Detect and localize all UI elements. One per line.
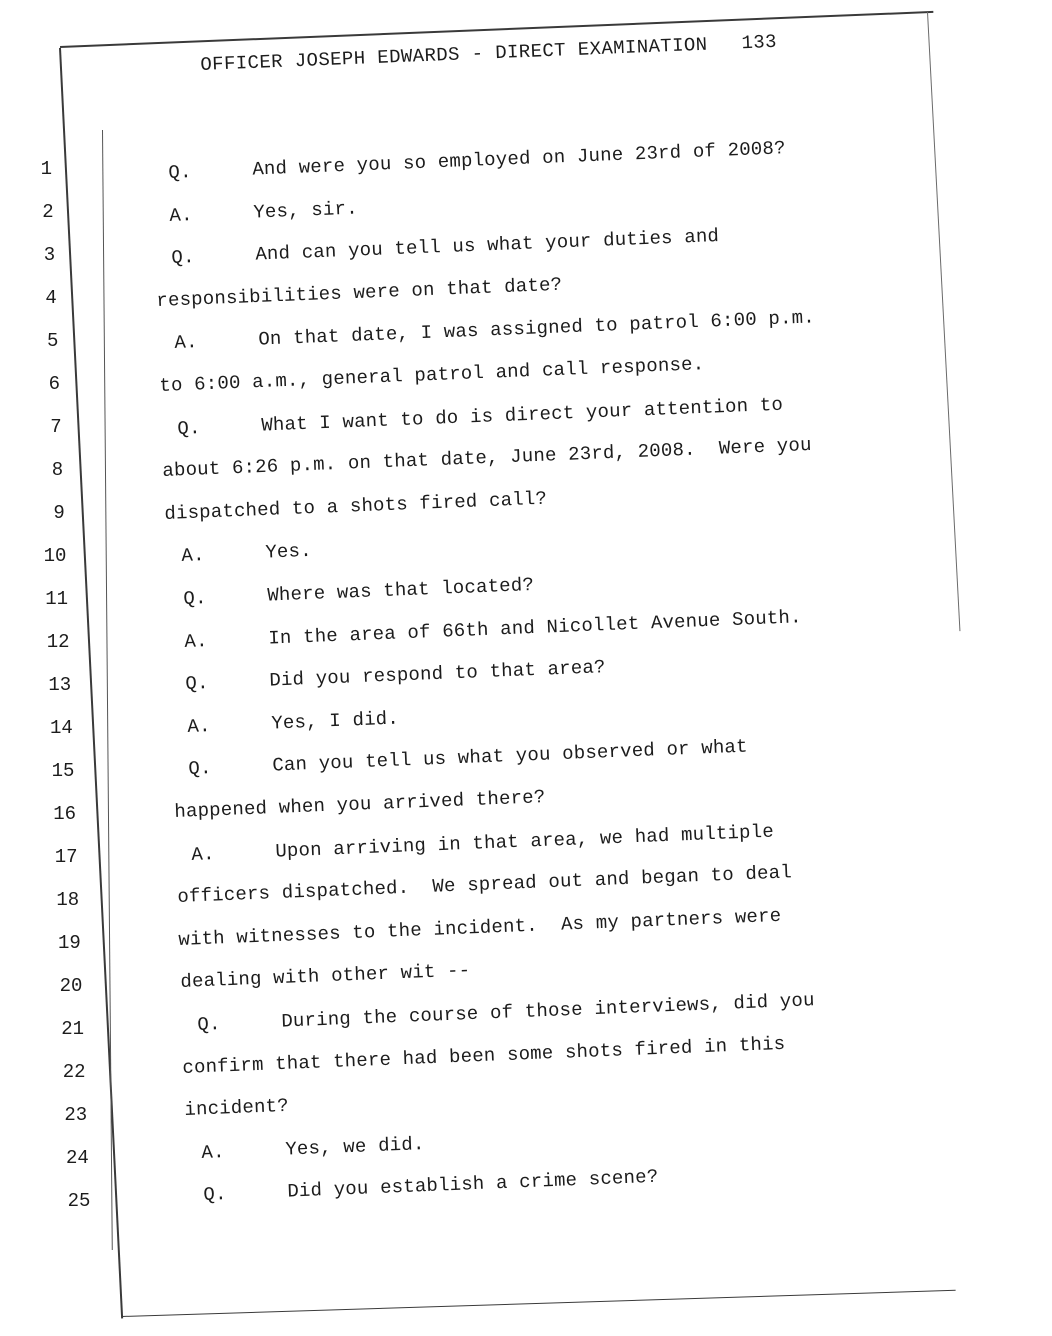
line-text: dealing with other wit -- (179, 959, 471, 994)
line-text: Yes, sir. (253, 197, 359, 224)
line-text: officers dispatched. We spread out and began to deal (176, 861, 792, 909)
line-number: 21 (61, 1018, 84, 1040)
speaker-label: Q. (168, 161, 193, 184)
line-text: Upon arriving in that area, we had multiple (275, 820, 775, 863)
line-number: 19 (57, 932, 81, 954)
transcript-line (197, 989, 815, 1036)
speaker-label: Q. (197, 1013, 222, 1036)
speaker-label: Q. (170, 246, 195, 270)
transcript-line (183, 574, 534, 610)
line-number: 12 (46, 631, 70, 653)
transcript-line (169, 197, 358, 227)
transcript-line (184, 606, 802, 653)
line-number: 14 (49, 717, 73, 739)
line-number: 10 (43, 545, 67, 567)
line-number: 20 (59, 975, 83, 997)
transcript-line (188, 736, 748, 780)
transcript-line (164, 487, 547, 524)
line-text: Where was that located? (266, 573, 534, 607)
speaker-label: Q. (182, 587, 207, 610)
line-number: 1 (40, 158, 52, 180)
line-text: Can you tell us what you observed or what (272, 735, 749, 778)
speaker-label: A. (201, 1140, 226, 1164)
page-border-right (927, 12, 960, 631)
line-number: 8 (51, 459, 64, 481)
speaker-label: A. (173, 331, 198, 355)
transcript-line (168, 137, 786, 184)
speaker-label: Q. (176, 416, 201, 440)
line-text: Did you establish a crime scene? (286, 1166, 659, 1204)
line-text: confirm that there had been some shots fired in this (182, 1032, 787, 1079)
transcript-line (178, 905, 782, 951)
line-number: 17 (54, 846, 78, 868)
transcript-line (191, 820, 774, 865)
transcript-line (171, 225, 720, 269)
page-border-bottom (122, 1290, 956, 1317)
page-number: 133 (741, 30, 778, 55)
transcript-line (177, 393, 783, 439)
line-number: 7 (50, 416, 62, 438)
line-number: 25 (67, 1190, 91, 1212)
line-number: 13 (48, 674, 72, 696)
line-text: And were you so employed on June 23rd of 2008? (251, 137, 787, 181)
speaker-label: Q. (188, 757, 213, 781)
transcript-line (182, 1032, 786, 1078)
line-text: On that date, I was assigned to patrol 6:00 p.m. (257, 306, 816, 352)
line-number: 23 (64, 1104, 88, 1126)
transcript-line (156, 274, 563, 312)
line-text: Did you respond to that area? (269, 656, 607, 692)
line-text: Yes. (264, 540, 313, 565)
transcript-line (184, 1095, 289, 1121)
transcript-line (181, 540, 312, 567)
line-number: 22 (62, 1061, 86, 1083)
speaker-label: A. (186, 714, 211, 738)
transcript-line (185, 656, 606, 695)
speaker-label: Q. (202, 1183, 227, 1207)
line-text: Yes, I did. (270, 707, 400, 735)
line-number: 5 (46, 330, 59, 352)
line-number: 18 (56, 889, 80, 911)
line-number: 6 (48, 373, 60, 395)
line-text: Yes, we did. (285, 1132, 426, 1161)
transcript-line (174, 786, 546, 823)
line-text: about 6:26 p.m. on that date, June 23rd, 2008. Were you (162, 434, 813, 483)
line-text: In the area of 66th and Nicollet Avenue South. (267, 605, 803, 650)
line-text: incident? (183, 1094, 290, 1122)
transcript-line (177, 862, 792, 909)
transcript-line (203, 1166, 659, 1206)
line-number: 3 (43, 244, 56, 266)
line-text: What I want to do is direct your attention to (260, 393, 784, 437)
speaker-label: A. (183, 629, 209, 653)
line-number: 11 (45, 588, 68, 610)
line-number: 16 (53, 803, 76, 825)
transcript-line (180, 960, 471, 994)
line-text: with witnesses to the incident. As my partners were (178, 904, 782, 951)
line-number: 9 (53, 502, 65, 524)
speaker-label: A. (181, 544, 206, 568)
speaker-label: Q. (185, 672, 210, 696)
transcript-line (174, 307, 815, 355)
line-number: 15 (51, 760, 75, 782)
header-title: OFFICER JOSEPH EDWARDS - DIRECT EXAMINATION (200, 33, 708, 76)
line-text: happened when you arrived there? (173, 786, 546, 823)
line-text: dispatched to a shots fired call? (163, 487, 548, 525)
line-number: 2 (42, 201, 54, 223)
transcript-line (187, 707, 399, 737)
line-number: 24 (65, 1147, 89, 1169)
speaker-label: A. (191, 842, 216, 866)
line-number-rule (102, 130, 113, 1250)
transcript-line (201, 1133, 425, 1164)
transcript-line (162, 434, 812, 482)
transcript-line (159, 353, 705, 397)
speaker-label: A. (169, 203, 194, 227)
line-text: responsibilities were on that date? (156, 273, 563, 312)
line-text: to 6:00 a.m., general patrol and call response. (159, 353, 705, 397)
line-number: 4 (45, 287, 57, 309)
line-text: During the course of those interviews, did you (280, 989, 816, 1033)
line-text: And can you tell us what your duties and (254, 225, 720, 266)
